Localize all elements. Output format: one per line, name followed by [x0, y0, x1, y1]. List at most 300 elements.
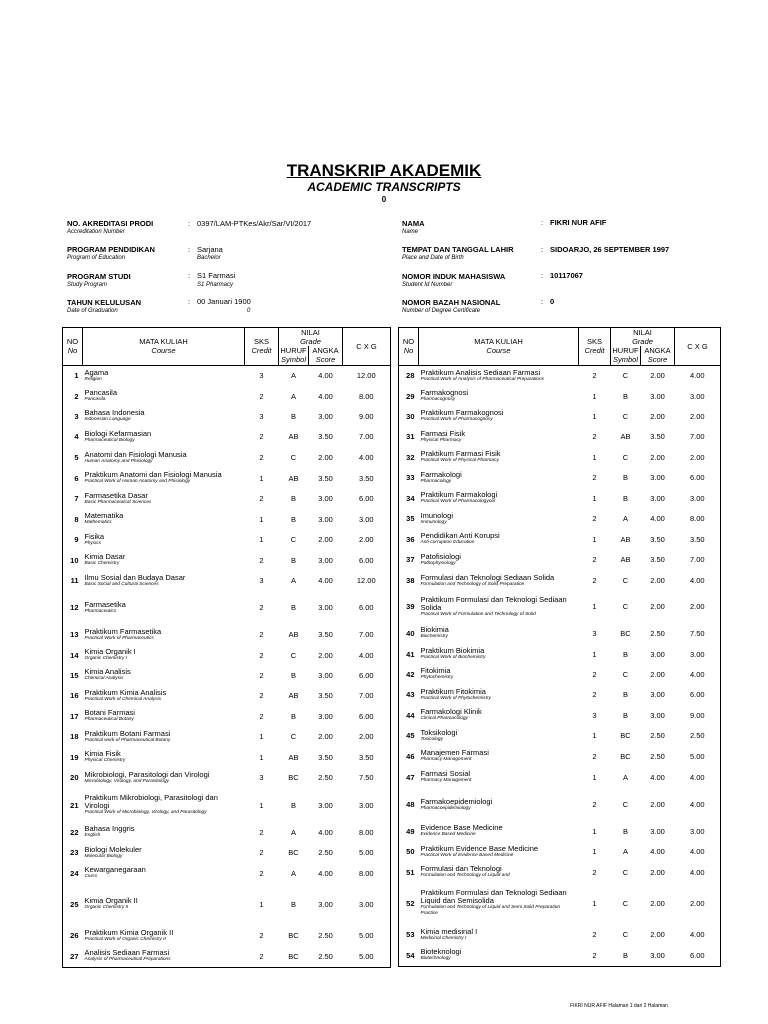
course-grade-symbol: A: [290, 827, 296, 837]
course-row: [399, 788, 721, 821]
course-name-en: Practical Work of Human Anatomy and Phisiology: [84, 479, 191, 484]
course-grade-symbol: BC: [620, 751, 631, 761]
course-grade-symbol: C: [622, 602, 629, 611]
course-cxg: 8.00: [343, 822, 391, 842]
course-cxg: 3.00: [675, 488, 721, 508]
col-header-no: NO No: [399, 328, 419, 366]
course-row: [63, 925, 391, 946]
course-sks: 2: [592, 514, 597, 523]
course-name-cell: [419, 549, 579, 570]
course-cxg: 8.00: [343, 386, 391, 406]
course-name: Farmakoepidemiologi: [420, 796, 493, 806]
course-name-en: Analysis of Pharmaceutical Preparations: [84, 957, 171, 963]
course-grade-score: 2.50: [318, 848, 333, 857]
course-row: [399, 488, 721, 508]
course-cxg: 4.00: [675, 862, 721, 882]
course-sks: 1: [259, 800, 264, 810]
course-sks: 2: [592, 800, 597, 809]
course-grade-symbol: B: [290, 800, 296, 810]
course-no: 22: [63, 822, 83, 842]
course-grade-score: 3.00: [318, 899, 333, 909]
course-row: [63, 624, 391, 645]
course-name: Praktikum Farmasetika: [84, 626, 162, 636]
course-name-en: Religion: [84, 376, 102, 382]
course-sks: 1: [592, 411, 597, 421]
course-row: [399, 467, 721, 488]
course-name-en: Phytochemistry: [420, 675, 454, 680]
course-name: Praktikum Evidence Base Medicine: [420, 843, 539, 853]
course-name: Ilmu Sosial dan Budaya Dasar: [84, 572, 186, 582]
info-label: NO. AKREDITASI PRODI: [67, 219, 154, 228]
course-no: 21: [63, 788, 83, 822]
course-sks: 2: [592, 751, 597, 761]
info-label: PROGRAM STUDI: [67, 272, 131, 281]
course-name-cell: [419, 508, 579, 529]
course-cxg: 2.00: [343, 529, 391, 550]
info-separator: :: [541, 297, 544, 306]
info-label: NAMA: [402, 219, 425, 228]
course-name-cell: [83, 685, 245, 706]
course-grade-score: 4.00: [650, 772, 665, 782]
course-name-en: Pharmacognosy: [420, 397, 456, 402]
course-grade-score: 4.00: [318, 391, 333, 401]
course-grade-symbol: A: [290, 576, 296, 585]
course-grade-score: 2.00: [650, 602, 665, 611]
student-name-value: FIKRI NUR AFIF: [550, 218, 607, 227]
course-sks: 2: [259, 432, 264, 441]
accreditation-value: 0397/LAM-PTKes/Akr/Sar/VI/2017: [197, 219, 312, 228]
course-no: 6: [63, 468, 83, 488]
course-grade-score: 2.50: [650, 751, 665, 761]
course-sks: 3: [259, 576, 264, 585]
course-grade-symbol: B: [290, 670, 296, 680]
course-cxg: 3.50: [675, 529, 721, 549]
course-grade-symbol: C: [622, 576, 629, 585]
info-separator: :: [188, 219, 191, 228]
course-sks: 2: [592, 555, 597, 564]
course-name: Farmasi Sosial: [420, 769, 471, 778]
course-name-en: Human Anatomy and Phisiology: [84, 458, 153, 464]
course-cxg: 7.50: [675, 622, 721, 644]
graduation-date-value: 00 Januari 1900: [197, 297, 251, 306]
course-name: Pendidikan Anti Korupsi: [420, 531, 500, 540]
course-sks: 1: [592, 649, 597, 659]
course-cxg: 2.00: [675, 406, 721, 426]
course-name: Fitokimia: [420, 666, 451, 675]
info-separator: :: [188, 297, 191, 306]
course-name-en: Biochemistry: [420, 634, 448, 639]
course-name: Praktikum Formulasi dan Teknologi Sediaan Liquid dan Semisolida: [420, 888, 567, 905]
course-cxg: 8.00: [675, 508, 721, 529]
course-grade-score: 3.00: [318, 800, 333, 810]
course-name-en: Biotechnology: [420, 956, 451, 962]
course-row: [399, 591, 721, 622]
course-row: [63, 365, 391, 386]
course-no: 28: [399, 365, 419, 386]
course-name-cell: [419, 406, 579, 426]
course-no: 11: [63, 570, 83, 591]
course-name-en: Physical Pharmacy: [420, 437, 462, 443]
course-row: [399, 746, 721, 766]
course-name: Bahasa Indonesia: [84, 408, 145, 417]
course-grade-score: 3.00: [641, 945, 675, 966]
course-row: [63, 842, 391, 863]
course-name-cell: [419, 570, 579, 591]
course-sks: 2: [259, 868, 264, 878]
course-grade-score: 3.00: [650, 710, 665, 720]
course-row: [63, 550, 391, 570]
course-name-cell: [419, 705, 579, 725]
col-header-angka: ANGKA Score: [309, 346, 343, 365]
course-name: Matematika: [84, 511, 124, 520]
course-grade-score: 3.50: [650, 534, 665, 544]
course-row: [399, 529, 721, 549]
course-sks: 2: [259, 691, 264, 700]
course-name-cell: [419, 365, 579, 386]
course-name: Praktikum Analisis Sediaan Farmasi: [420, 367, 541, 377]
course-sks: 2: [259, 391, 264, 401]
course-sks: 2: [259, 931, 264, 940]
course-grade-score: 2.00: [650, 669, 665, 679]
course-grade-symbol: B: [290, 555, 296, 565]
transcript-table-right: [398, 327, 721, 967]
course-no: 51: [399, 862, 419, 882]
course-grade-score: 3.00: [650, 690, 665, 699]
course-row: [63, 447, 391, 468]
course-name: Mikrobiologi, Parasitologi dan Virologi: [84, 769, 210, 779]
course-cxg: 5.00: [675, 746, 721, 766]
info-label: NOMOR INDUK MAHASISWA: [402, 272, 506, 281]
course-name-en: Practical Work of Organic Chemistry II: [84, 936, 166, 942]
course-sks: 2: [259, 670, 264, 680]
transcript-table-left: [62, 327, 391, 968]
course-name: Farmasetika: [84, 599, 126, 609]
course-name-cell: [419, 882, 579, 924]
col-header-angka: ANGKA Score: [641, 346, 675, 365]
course-grade-score: 3.50: [650, 555, 665, 564]
document-title: TRANSKRIP AKADEMIK: [286, 161, 482, 180]
course-cxg: 7.00: [675, 426, 721, 447]
course-grade-score: 3.00: [650, 473, 665, 482]
course-name-en: Evidence Based Medicine: [420, 832, 476, 837]
page-footer: FIKRI NUR AFIF Halaman 1 dari 2 Halaman: [570, 1003, 668, 1009]
course-grade-score: 4.00: [318, 371, 333, 381]
course-name: Formulasi dan Teknologi: [420, 864, 502, 873]
course-sks: 2: [259, 848, 264, 857]
course-name-cell: [83, 426, 245, 447]
course-sks: 2: [259, 711, 264, 721]
course-name: Agama: [84, 367, 109, 377]
course-name-cell: [419, 746, 579, 766]
course-sks: 2: [592, 690, 597, 699]
course-no: 16: [63, 685, 83, 706]
course-cxg: 3.50: [343, 468, 391, 488]
info-sublabel: Number of Degree Certificate: [402, 308, 481, 314]
course-name-en: Pharmaceutical Botany: [84, 717, 134, 722]
course-cxg: 4.00: [675, 664, 721, 684]
course-name-en: Practical work of Pharmaceutical Botany: [84, 737, 171, 743]
course-name: Farmakologi Klinik: [420, 707, 482, 716]
col-header-cxg: C X G: [343, 328, 391, 366]
course-name-cell: [83, 863, 245, 883]
course-grade-symbol: A: [290, 868, 296, 878]
course-grade-symbol: BC: [288, 848, 299, 857]
course-name: Biologi Molekuler: [84, 844, 142, 854]
course-grade-score: 4.00: [318, 576, 333, 585]
course-grade-score: 3.00: [318, 514, 333, 524]
course-no: 4: [63, 426, 83, 447]
course-name-cell: [419, 841, 579, 862]
course-no: 12: [63, 591, 83, 624]
course-name: Manajemen Farmasi: [420, 748, 489, 757]
course-name-cell: [83, 386, 245, 406]
course-row: [399, 684, 721, 705]
course-grade-score: 3.50: [318, 630, 333, 639]
course-name-en: Formulation and Technology of Liquid and: [420, 873, 510, 878]
course-no: 13: [63, 624, 83, 645]
course-name-cell: [83, 645, 245, 665]
course-name: Kimia Dasar: [84, 552, 126, 561]
course-sks: 2: [259, 555, 264, 565]
course-grade-score: 2.00: [650, 411, 665, 421]
course-name: Biologi Kefarmasian: [84, 428, 152, 438]
course-grade-score: 2.50: [650, 731, 665, 740]
course-sks: 2: [592, 930, 597, 939]
course-name-cell: [83, 767, 245, 788]
course-grade-symbol: B: [622, 649, 628, 659]
course-row: [399, 365, 721, 386]
course-name: Farmasetika Dasar: [84, 490, 148, 500]
col-header-huruf: HURUF Symbol: [280, 346, 307, 365]
course-name-en: Medicinal Chemistry I: [420, 935, 467, 941]
course-no: 39: [399, 591, 419, 622]
course-sks: 1: [259, 752, 264, 762]
course-no: 31: [399, 426, 419, 447]
course-name: Kimia Organik II: [84, 896, 138, 905]
course-name-en: Physics: [84, 540, 102, 546]
course-sks: 2: [592, 669, 597, 679]
course-grade-score: 3.50: [650, 432, 665, 441]
course-grade-score: 3.00: [318, 670, 333, 680]
course-grade-score: 3.50: [318, 752, 333, 762]
course-name-en: Basic Pharmaceutical Sciences: [84, 499, 152, 505]
course-grade-score: 3.00: [318, 603, 333, 612]
course-row: [399, 945, 721, 966]
course-grade-score: 3.00: [650, 826, 665, 836]
course-name-cell: [419, 664, 579, 684]
course-no: 9: [63, 529, 83, 550]
course-grade-score: 3.50: [318, 432, 333, 441]
course-name: Formulasi dan Teknologi Sediaan Solida: [420, 572, 555, 582]
course-no: 43: [399, 684, 419, 705]
course-grade-symbol: BC: [620, 731, 631, 740]
course-row: [63, 747, 391, 767]
course-cxg: 6.00: [343, 550, 391, 570]
course-cxg: 7.00: [343, 426, 391, 447]
course-grade-symbol: B: [290, 514, 296, 524]
course-grade-symbol: BC: [288, 931, 299, 940]
course-cxg: 2.00: [343, 726, 391, 747]
course-name-en: Physical Chemistry: [84, 758, 126, 763]
course-sks: 2: [259, 603, 264, 612]
course-cxg: 4.00: [675, 841, 721, 862]
course-no: 47: [399, 766, 419, 788]
course-sks: 2: [259, 630, 264, 639]
course-grade-symbol: BC: [620, 628, 631, 638]
course-no: 54: [399, 945, 419, 966]
course-no: 2: [63, 386, 83, 406]
course-no: 27: [63, 946, 83, 967]
course-grade-symbol: A: [622, 847, 628, 856]
course-no: 42: [399, 664, 419, 684]
course-row: [399, 447, 721, 467]
course-sks: 1: [592, 731, 597, 740]
course-no: 25: [63, 883, 83, 925]
course-name-cell: [419, 821, 579, 841]
course-no: 33: [399, 467, 419, 488]
course-name: Biokimia: [420, 625, 449, 634]
course-name-en: English: [84, 833, 101, 838]
course-name: Pancasila: [84, 388, 118, 397]
course-grade-symbol: B: [622, 710, 628, 720]
course-cxg: 7.50: [343, 767, 391, 788]
course-name-cell: [83, 488, 245, 509]
course-name-en: Practical Work of Chemical Analysis: [84, 696, 162, 702]
course-grade-symbol: AB: [620, 432, 631, 441]
course-name-en: Pharmaceutical Biology: [84, 437, 135, 443]
course-name-cell: [419, 386, 579, 406]
course-grade-symbol: B: [622, 826, 628, 836]
course-name-en: Basic Social and Cultural Sciences: [84, 581, 159, 587]
course-name-cell: [419, 924, 579, 945]
course-grade-score: 3.50: [318, 473, 333, 483]
course-name: Kimia Fisik: [84, 749, 121, 758]
study-program-value: S1 Farmasi: [197, 271, 236, 280]
course-name-en: Formulation and Technology of Solid Preparation: [420, 581, 525, 587]
course-sks: 2: [259, 494, 264, 503]
course-name-cell: [419, 467, 579, 488]
course-row: [399, 821, 721, 841]
transcript-number: 0: [381, 195, 387, 204]
course-row: [399, 426, 721, 447]
course-grade-score: 3.00: [650, 391, 665, 401]
info-sublabel: Study Program: [67, 282, 108, 288]
course-no: 35: [399, 508, 419, 529]
course-row: [63, 645, 391, 665]
course-grade-symbol: B: [290, 603, 296, 612]
course-name-cell: [419, 488, 579, 508]
course-grade-symbol: A: [290, 371, 296, 381]
course-name-cell: [83, 946, 245, 967]
course-grade-symbol: B: [611, 945, 641, 966]
course-name-cell: [83, 447, 245, 468]
course-name-en: Pharmacy Management: [420, 778, 472, 783]
course-cxg: 2.00: [675, 591, 721, 622]
course-no: 18: [63, 726, 83, 747]
info-label: TAHUN KELULUSAN: [67, 298, 142, 307]
course-grade-symbol: C: [290, 453, 297, 462]
course-cxg: 6.00: [343, 665, 391, 685]
course-name-cell: [419, 591, 579, 622]
course-row: [399, 549, 721, 570]
course-row: [63, 946, 391, 967]
course-grade-score: 2.00: [650, 576, 665, 585]
course-grade-symbol: AB: [288, 691, 299, 700]
course-no: 41: [399, 644, 419, 664]
course-no: 53: [399, 924, 419, 945]
course-cxg: 3.00: [343, 788, 391, 822]
course-no: 50: [399, 841, 419, 862]
course-grade-score: 3.00: [318, 494, 333, 503]
course-name: Praktikum Biokimia: [420, 646, 485, 655]
course-cxg: 6.00: [675, 467, 721, 488]
info-sublabel: Place and Date of Birth: [402, 255, 464, 261]
course-name: Fisika: [84, 531, 105, 541]
course-name-en: Pharmacoepidemiology: [420, 805, 471, 811]
course-name: Farmakologi: [420, 469, 462, 479]
course-name: Kewarganegaraan: [84, 865, 146, 874]
course-grade-score: 2.50: [318, 773, 333, 782]
course-name-cell: [419, 447, 579, 467]
course-grade-score: 2.00: [318, 535, 333, 544]
course-name: Imunologi: [420, 510, 454, 520]
course-grade-score: 2.00: [650, 898, 665, 908]
course-row: [63, 685, 391, 706]
course-grade-symbol: AB: [620, 555, 631, 564]
course-grade-symbol: C: [622, 411, 629, 421]
course-no: 46: [399, 746, 419, 766]
course-cxg: 4.00: [675, 924, 721, 945]
course-cxg: 2.00: [675, 447, 721, 467]
course-grade-score: 2.50: [309, 946, 343, 967]
course-grade-score: 2.00: [650, 867, 665, 877]
course-row: [399, 644, 721, 664]
course-grade-symbol: AB: [288, 752, 299, 762]
course-cxg: 9.00: [343, 406, 391, 426]
info-separator: :: [541, 271, 544, 280]
course-no: 26: [63, 925, 83, 946]
course-name-cell: [83, 509, 245, 529]
course-no: 10: [63, 550, 83, 570]
course-row: [63, 863, 391, 883]
course-grade-symbol: C: [622, 930, 629, 939]
course-name-en: Pharmacology: [420, 478, 452, 484]
course-cxg: 4.00: [675, 766, 721, 788]
course-row: [63, 726, 391, 747]
course-no: 38: [399, 570, 419, 591]
course-cxg: 6.00: [675, 684, 721, 705]
course-cxg: 4.00: [675, 570, 721, 591]
course-grade-symbol: B: [290, 711, 296, 721]
course-grade-symbol: C: [290, 650, 297, 660]
course-name-cell: [83, 665, 245, 685]
course-name-en: Pharmacy Management: [420, 757, 472, 762]
course-cxg: 6.00: [343, 591, 391, 624]
course-row: [399, 882, 721, 924]
course-name: Farmasi Fisik: [420, 428, 466, 438]
course-sks: 2: [592, 432, 597, 441]
course-cxg: 3.00: [675, 644, 721, 664]
course-grade-symbol: A: [290, 391, 296, 401]
education-program-sub: Bachelor: [197, 255, 221, 261]
course-grade-score: 3.00: [650, 649, 665, 659]
study-program-sub: S1 Pharmacy: [197, 282, 234, 288]
course-name-en: Anti-corruption Education: [420, 540, 475, 545]
course-row: [63, 468, 391, 488]
course-row: [399, 508, 721, 529]
col-header-course: MATA KULIAH Course: [83, 328, 245, 366]
info-label: TEMPAT DAN TANGGAL LAHIR: [402, 245, 514, 254]
